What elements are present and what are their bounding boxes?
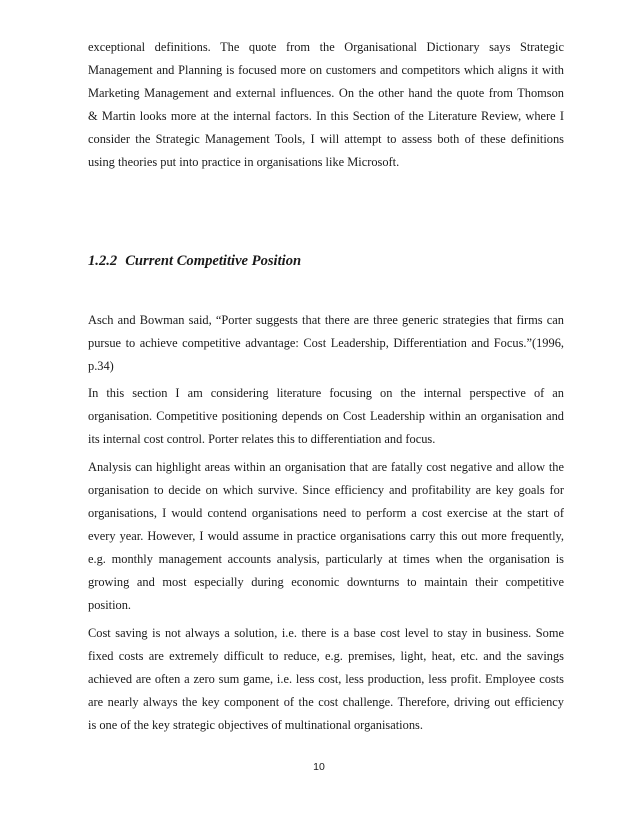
text-line: its internal cost control. Porter relates this to differentiation and focus. — [88, 432, 436, 446]
text-line: & Martin looks more at the internal factors. In this Section of the Literature Review, where I — [88, 109, 564, 123]
text-line: fixed costs are extremely difficult to reduce, e.g. premises, light, heat, etc. and the savings — [88, 649, 564, 663]
text-line: are nearly always the key component of the cost challenge. Therefore, driving out efficiency — [88, 695, 564, 709]
text-line: is one of the key strategic objectives of multinational organisations. — [88, 718, 423, 732]
text-line: Analysis can highlight areas within an organisation that are fatally cost negative and allow the — [88, 460, 564, 474]
section-title: Current Competitive Position — [125, 253, 302, 269]
text-line: position. — [88, 598, 132, 612]
section-number: 1.2.2 — [88, 253, 118, 269]
text-line: growing and most especially during economic downturns to maintain their competitive — [88, 575, 564, 589]
text-line: e.g. monthly management accounts analysis, particularly at times when the organisation is — [88, 552, 564, 566]
text-line: organisations, I would contend organisations need to perform a cost exercise at the start of — [88, 506, 564, 520]
text-line: exceptional definitions. The quote from the Organisational Dictionary says Strategic — [88, 40, 564, 54]
section-heading — [88, 253, 301, 270]
text-line: p.34) — [88, 359, 114, 373]
text-line: achieved are often a zero sum game, i.e. less cost, less production, less profit. Employee costs — [88, 672, 564, 686]
text-line: Management and Planning is focused more on customers and competitors which aligns it with — [88, 63, 564, 77]
paragraph-intro — [88, 36, 564, 174]
paragraph-cost-saving — [88, 622, 564, 737]
text-line: using theories put into practice in organisations like Microsoft. — [88, 155, 400, 169]
text-line: organisation. Competitive positioning depends on Cost Leadership within an organisation and — [88, 409, 564, 423]
page-number: 10 — [313, 761, 325, 773]
text-line: Marketing Management and external influences. On the other hand the quote from Thomson — [88, 86, 564, 100]
paragraph-internal-perspective — [88, 382, 564, 451]
text-line: every year. However, I would assume in practice organisations carry this out more frequently, — [88, 529, 564, 543]
text-line: Cost saving is not always a solution, i.e. there is a base cost level to stay in business. Some — [88, 626, 564, 640]
paragraph-analysis — [88, 456, 564, 617]
text-line: pursue to achieve competitive advantage: Cost Leadership, Differentiation and Focus.”(1996, — [88, 336, 564, 350]
text-line: In this section I am considering literature focusing on the internal perspective of an — [88, 386, 564, 400]
text-line: organisation to decide on which survive. Since efficiency and profitability are key goals for — [88, 483, 564, 497]
text-line: consider the Strategic Management Tools, I will attempt to assess both of these definitions — [88, 132, 564, 146]
text-line: Asch and Bowman said, “Porter suggests that there are three generic strategies that firms can — [88, 313, 564, 327]
paragraph-asch-bowman — [88, 309, 564, 378]
